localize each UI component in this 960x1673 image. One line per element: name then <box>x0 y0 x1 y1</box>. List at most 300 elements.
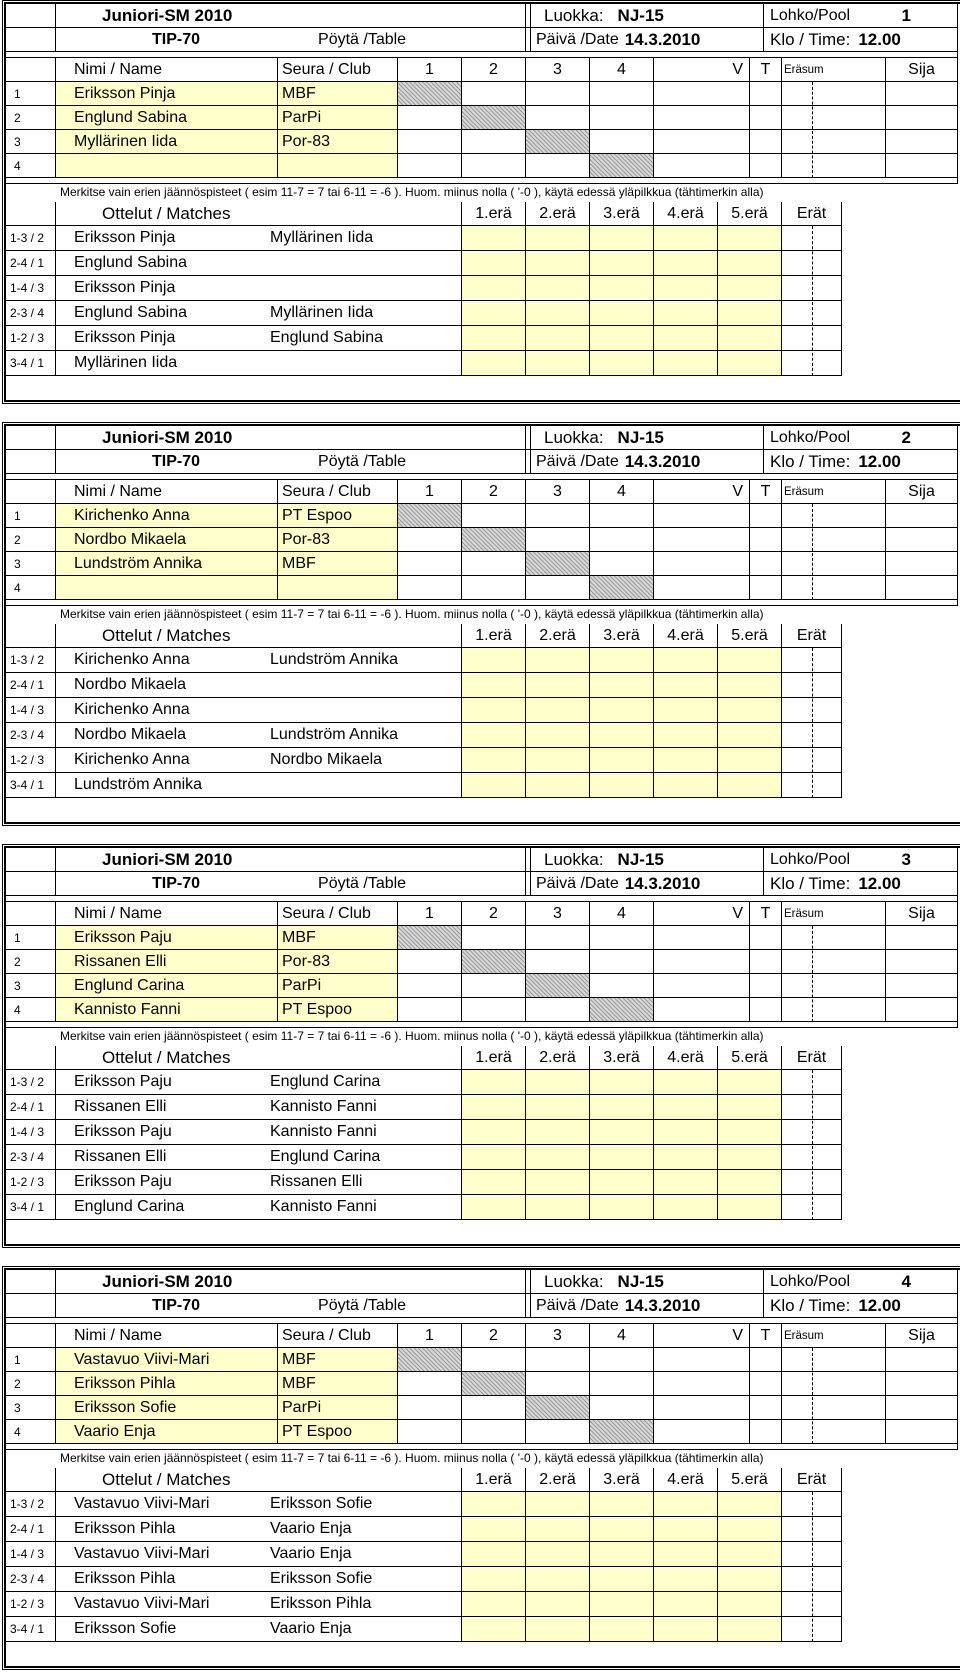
result-cell[interactable] <box>398 1396 462 1420</box>
set-score-cell[interactable] <box>526 251 590 276</box>
set-score-cell[interactable] <box>654 1517 718 1542</box>
player-club[interactable]: MBF <box>278 82 398 106</box>
set-score-cell[interactable] <box>654 673 718 698</box>
set-score-cell[interactable] <box>654 1170 718 1195</box>
result-cell[interactable] <box>526 106 590 130</box>
time-value: 12.00 <box>858 873 901 893</box>
set-header: 2.erä <box>526 1468 590 1492</box>
player-name[interactable] <box>56 154 278 178</box>
table-label: Pöytä /Table <box>318 452 407 470</box>
losses-cell[interactable] <box>750 576 782 600</box>
set-score-cell[interactable] <box>654 1145 718 1170</box>
set-score-cell[interactable] <box>526 326 590 351</box>
set-sum-cell[interactable] <box>782 950 886 974</box>
set-score-cell[interactable] <box>526 351 590 376</box>
result-cell[interactable] <box>590 950 654 974</box>
result-cell[interactable] <box>462 926 526 950</box>
set-sum-cell[interactable] <box>782 130 886 154</box>
wins-cell[interactable] <box>654 576 750 600</box>
set-sum-cell[interactable] <box>782 1372 886 1396</box>
losses-cell[interactable] <box>750 1372 782 1396</box>
player-name[interactable]: Vastavuo Viivi-Mari <box>56 1348 278 1372</box>
result-cell[interactable] <box>398 528 462 552</box>
place-cell[interactable] <box>886 82 958 106</box>
place-cell[interactable] <box>886 1420 958 1444</box>
match-code: 2-4 / 1 <box>6 673 56 698</box>
set-sum-cell[interactable] <box>782 1396 886 1420</box>
set-score-cell[interactable] <box>526 276 590 301</box>
player-name[interactable]: Kannisto Fanni <box>56 998 278 1022</box>
place-cell[interactable] <box>886 528 958 552</box>
player-name[interactable]: Lundström Annika <box>56 552 278 576</box>
player-club[interactable] <box>278 154 398 178</box>
set-score-cell[interactable] <box>590 748 654 773</box>
player-club[interactable]: ParPi <box>278 106 398 130</box>
set-header: 2.erä <box>526 1046 590 1070</box>
set-score-cell[interactable] <box>654 301 718 326</box>
player-club[interactable]: ParPi <box>278 974 398 998</box>
result-cell[interactable] <box>526 926 590 950</box>
matches-header: Ottelut / Matches <box>56 1046 462 1070</box>
set-score-cell[interactable] <box>654 251 718 276</box>
set-score-cell[interactable] <box>654 748 718 773</box>
wins-cell[interactable] <box>654 552 750 576</box>
set-score-cell[interactable] <box>654 723 718 748</box>
result-cell[interactable] <box>526 154 590 178</box>
set-score-cell[interactable] <box>590 773 654 798</box>
result-cell[interactable] <box>462 1396 526 1420</box>
set-score-cell[interactable] <box>462 1567 526 1592</box>
set-score-cell[interactable] <box>654 1492 718 1517</box>
set-score-cell[interactable] <box>654 698 718 723</box>
result-cell[interactable] <box>526 528 590 552</box>
set-score-cell[interactable] <box>462 673 526 698</box>
set-score-cell[interactable] <box>526 1170 590 1195</box>
player-club[interactable]: ParPi <box>278 1396 398 1420</box>
result-cell[interactable] <box>590 82 654 106</box>
set-score-cell[interactable] <box>654 326 718 351</box>
set-score-cell[interactable] <box>718 1095 782 1120</box>
set-score-cell[interactable] <box>590 326 654 351</box>
result-cell[interactable] <box>590 106 654 130</box>
result-cell[interactable] <box>398 1372 462 1396</box>
set-score-cell[interactable] <box>526 1567 590 1592</box>
result-cell[interactable] <box>526 576 590 600</box>
set-score-cell[interactable] <box>462 748 526 773</box>
opponent-col-header: 3 <box>526 902 590 926</box>
wins-cell[interactable] <box>654 1372 750 1396</box>
player-name[interactable]: Rissanen Elli <box>56 950 278 974</box>
result-cell[interactable] <box>590 1348 654 1372</box>
set-sum-cell[interactable] <box>782 154 886 178</box>
wins-cell[interactable] <box>654 1348 750 1372</box>
set-score-cell[interactable] <box>462 1617 526 1642</box>
set-score-cell[interactable] <box>718 723 782 748</box>
set-sum-cell[interactable] <box>782 552 886 576</box>
player-name[interactable]: Nordbo Mikaela <box>56 528 278 552</box>
place-cell[interactable] <box>886 1396 958 1420</box>
opponent-col-header: 3 <box>526 58 590 82</box>
match-player-1: Myllärinen Iida <box>56 351 266 376</box>
set-score-cell[interactable] <box>526 723 590 748</box>
set-sum-cell[interactable] <box>782 82 886 106</box>
wins-cell[interactable] <box>654 82 750 106</box>
result-cell[interactable] <box>462 1420 526 1444</box>
opponent-col-header: 2 <box>462 1324 526 1348</box>
set-score-cell[interactable] <box>462 1095 526 1120</box>
set-score-cell[interactable] <box>718 1517 782 1542</box>
set-score-cell[interactable] <box>718 351 782 376</box>
result-cell[interactable] <box>526 504 590 528</box>
set-score-cell[interactable] <box>526 301 590 326</box>
set-score-cell[interactable] <box>718 748 782 773</box>
losses-cell[interactable] <box>750 950 782 974</box>
set-sum-cell[interactable] <box>782 998 886 1022</box>
set-score-cell[interactable] <box>654 351 718 376</box>
set-score-cell[interactable] <box>590 1517 654 1542</box>
result-cell[interactable] <box>462 998 526 1022</box>
set-score-cell[interactable] <box>590 1195 654 1220</box>
place-cell[interactable] <box>886 1372 958 1396</box>
result-cell[interactable] <box>526 82 590 106</box>
set-score-cell[interactable] <box>718 773 782 798</box>
result-cell[interactable] <box>590 974 654 998</box>
set-sum-cell[interactable] <box>782 576 886 600</box>
result-cell[interactable] <box>590 926 654 950</box>
player-name[interactable]: Myllärinen Iida <box>56 130 278 154</box>
set-score-cell[interactable] <box>526 1145 590 1170</box>
set-score-cell[interactable] <box>718 1492 782 1517</box>
date-cell <box>530 872 764 896</box>
set-score-cell[interactable] <box>462 276 526 301</box>
place-cell[interactable] <box>886 154 958 178</box>
set-score-cell[interactable] <box>526 1120 590 1145</box>
set-score-cell[interactable] <box>718 1567 782 1592</box>
set-score-cell[interactable] <box>526 648 590 673</box>
set-score-cell[interactable] <box>590 1542 654 1567</box>
player-name[interactable]: Kirichenko Anna <box>56 504 278 528</box>
set-score-cell[interactable] <box>462 1542 526 1567</box>
set-score-cell[interactable] <box>654 1542 718 1567</box>
set-score-cell[interactable] <box>462 773 526 798</box>
place-cell[interactable] <box>886 926 958 950</box>
set-score-cell[interactable] <box>590 1567 654 1592</box>
set-sum-cell[interactable] <box>782 106 886 130</box>
table-id: TIP-70 <box>152 874 201 892</box>
set-sum-cell[interactable] <box>782 1348 886 1372</box>
result-cell[interactable] <box>526 1348 590 1372</box>
result-cell[interactable] <box>398 130 462 154</box>
instruction-note: Merkitse vain erien jäännöspisteet ( esim 11-7 = 7 tai 6-11 = -6 ). Huom. miinus nolla ( '-0 ), käytä edessä yläpilkkua (tähtimerkin alla) <box>60 185 764 199</box>
result-cell[interactable] <box>526 998 590 1022</box>
result-cell[interactable] <box>398 106 462 130</box>
club-header: Seura / Club <box>278 902 398 926</box>
set-score-cell[interactable] <box>590 1145 654 1170</box>
set-score-cell[interactable] <box>526 773 590 798</box>
set-score-cell[interactable] <box>718 251 782 276</box>
set-score-cell[interactable] <box>590 723 654 748</box>
set-score-cell[interactable] <box>654 1567 718 1592</box>
wins-cell[interactable] <box>654 998 750 1022</box>
table-label: Pöytä /Table <box>318 874 407 892</box>
result-cell[interactable] <box>398 576 462 600</box>
losses-cell[interactable] <box>750 552 782 576</box>
player-club[interactable]: PT Espoo <box>278 504 398 528</box>
wins-cell[interactable] <box>654 1396 750 1420</box>
set-score-cell[interactable] <box>654 1120 718 1145</box>
set-score-cell[interactable] <box>590 1120 654 1145</box>
set-score-cell[interactable] <box>462 326 526 351</box>
player-club[interactable]: MBF <box>278 552 398 576</box>
set-sum-cell[interactable] <box>782 1420 886 1444</box>
losses-cell[interactable] <box>750 82 782 106</box>
wins-cell[interactable] <box>654 950 750 974</box>
result-cell[interactable] <box>462 82 526 106</box>
player-name[interactable]: Englund Carina <box>56 974 278 998</box>
wins-cell[interactable] <box>654 504 750 528</box>
place-cell[interactable] <box>886 504 958 528</box>
set-score-cell[interactable] <box>462 301 526 326</box>
place-cell[interactable] <box>886 1348 958 1372</box>
place-cell[interactable] <box>886 998 958 1022</box>
losses-cell[interactable] <box>750 1420 782 1444</box>
result-cell[interactable] <box>590 552 654 576</box>
result-cell[interactable] <box>590 1396 654 1420</box>
set-score-cell[interactable] <box>718 698 782 723</box>
set-score-cell[interactable] <box>654 1095 718 1120</box>
set-score-cell[interactable] <box>654 1195 718 1220</box>
set-sum-cell[interactable] <box>782 528 886 552</box>
set-score-cell[interactable] <box>462 1145 526 1170</box>
place-cell[interactable] <box>886 576 958 600</box>
losses-cell[interactable] <box>750 130 782 154</box>
set-score-cell[interactable] <box>718 1195 782 1220</box>
pool-number: 2 <box>901 427 911 447</box>
set-score-cell[interactable] <box>462 1070 526 1095</box>
place-cell[interactable] <box>886 974 958 998</box>
set-score-cell[interactable] <box>654 226 718 251</box>
result-cell[interactable] <box>462 1348 526 1372</box>
set-score-cell[interactable] <box>718 673 782 698</box>
set-score-cell[interactable] <box>526 1195 590 1220</box>
result-cell[interactable] <box>462 504 526 528</box>
match-player-2: Eriksson Sofie <box>266 1567 462 1592</box>
match-player-2: Kannisto Fanni <box>266 1095 462 1120</box>
losses-cell[interactable] <box>750 974 782 998</box>
set-score-cell[interactable] <box>526 1095 590 1120</box>
set-sum-cell[interactable] <box>782 926 886 950</box>
wins-cell[interactable] <box>654 528 750 552</box>
player-club[interactable]: PT Espoo <box>278 1420 398 1444</box>
set-score-cell[interactable] <box>462 251 526 276</box>
set-score-cell[interactable] <box>526 698 590 723</box>
place-cell[interactable] <box>886 130 958 154</box>
match-player-1: Nordbo Mikaela <box>56 673 266 698</box>
set-score-cell[interactable] <box>654 276 718 301</box>
result-cell[interactable] <box>462 974 526 998</box>
set-sum-cell[interactable] <box>782 974 886 998</box>
set-score-cell[interactable] <box>718 648 782 673</box>
result-cell[interactable] <box>462 552 526 576</box>
result-cell[interactable] <box>462 130 526 154</box>
losses-cell[interactable] <box>750 504 782 528</box>
match-code: 2-4 / 1 <box>6 1517 56 1542</box>
set-score-cell[interactable] <box>718 226 782 251</box>
player-name[interactable]: Vaario Enja <box>56 1420 278 1444</box>
set-score-cell[interactable] <box>526 1492 590 1517</box>
result-cell[interactable] <box>398 154 462 178</box>
set-score-cell[interactable] <box>526 673 590 698</box>
result-cell[interactable] <box>590 528 654 552</box>
result-cell[interactable] <box>526 1372 590 1396</box>
wins-cell[interactable] <box>654 926 750 950</box>
wins-cell[interactable] <box>654 154 750 178</box>
result-cell[interactable] <box>398 552 462 576</box>
set-score-cell[interactable] <box>462 1120 526 1145</box>
set-score-cell[interactable] <box>654 773 718 798</box>
set-score-cell[interactable] <box>590 251 654 276</box>
result-cell[interactable] <box>398 1420 462 1444</box>
player-club[interactable]: Por-83 <box>278 130 398 154</box>
set-score-cell[interactable] <box>526 226 590 251</box>
result-cell[interactable] <box>462 576 526 600</box>
losses-cell[interactable] <box>750 528 782 552</box>
set-score-cell[interactable] <box>590 351 654 376</box>
set-score-cell[interactable] <box>590 226 654 251</box>
set-score-cell[interactable] <box>590 276 654 301</box>
player-name[interactable]: Eriksson Pinja <box>56 82 278 106</box>
sets-divider <box>812 648 813 798</box>
player-name[interactable]: Eriksson Pihla <box>56 1372 278 1396</box>
set-score-cell[interactable] <box>526 1070 590 1095</box>
date-cell <box>530 450 764 474</box>
set-score-cell[interactable] <box>462 226 526 251</box>
set-score-cell[interactable] <box>590 1070 654 1095</box>
set-score-cell[interactable] <box>590 698 654 723</box>
set-score-cell[interactable] <box>462 648 526 673</box>
result-cell[interactable] <box>398 998 462 1022</box>
losses-cell[interactable] <box>750 1396 782 1420</box>
set-score-cell[interactable] <box>462 351 526 376</box>
set-score-cell[interactable] <box>590 1492 654 1517</box>
result-cell[interactable] <box>398 950 462 974</box>
place-cell[interactable] <box>886 552 958 576</box>
blank-cell <box>6 480 56 504</box>
losses-cell[interactable] <box>750 1348 782 1372</box>
set-score-cell[interactable] <box>590 648 654 673</box>
set-score-cell[interactable] <box>654 1592 718 1617</box>
player-name[interactable]: Englund Sabina <box>56 106 278 130</box>
player-name[interactable]: Eriksson Paju <box>56 926 278 950</box>
result-cell[interactable] <box>462 154 526 178</box>
set-score-cell[interactable] <box>590 1095 654 1120</box>
set-score-cell[interactable] <box>462 1195 526 1220</box>
player-club[interactable]: MBF <box>278 926 398 950</box>
player-club[interactable]: Por-83 <box>278 528 398 552</box>
set-score-cell[interactable] <box>718 1070 782 1095</box>
set-score-cell[interactable] <box>718 326 782 351</box>
wins-cell[interactable] <box>654 130 750 154</box>
losses-cell[interactable] <box>750 926 782 950</box>
set-score-cell[interactable] <box>718 1120 782 1145</box>
set-score-cell[interactable] <box>718 1145 782 1170</box>
pool-cell <box>764 848 958 872</box>
set-score-cell[interactable] <box>526 1617 590 1642</box>
player-name[interactable]: Eriksson Sofie <box>56 1396 278 1420</box>
result-cell[interactable] <box>590 1372 654 1396</box>
player-name[interactable] <box>56 576 278 600</box>
table-cell <box>56 450 526 474</box>
result-cell[interactable] <box>590 504 654 528</box>
blank-cell <box>6 202 56 226</box>
player-club[interactable]: MBF <box>278 1372 398 1396</box>
set-sum-divider <box>812 82 813 178</box>
set-score-cell[interactable] <box>590 1617 654 1642</box>
set-score-cell[interactable] <box>718 1542 782 1567</box>
set-score-cell[interactable] <box>590 1592 654 1617</box>
match-player-1: Kirichenko Anna <box>56 698 266 723</box>
set-score-cell[interactable] <box>526 1542 590 1567</box>
player-club[interactable]: Por-83 <box>278 950 398 974</box>
set-score-cell[interactable] <box>718 1617 782 1642</box>
set-score-cell[interactable] <box>526 748 590 773</box>
result-cell[interactable] <box>526 950 590 974</box>
set-score-cell[interactable] <box>462 723 526 748</box>
set-score-cell[interactable] <box>718 301 782 326</box>
match-code: 1-4 / 3 <box>6 698 56 723</box>
set-score-cell[interactable] <box>462 1170 526 1195</box>
player-club[interactable]: PT Espoo <box>278 998 398 1022</box>
set-score-cell[interactable] <box>462 1517 526 1542</box>
player-club[interactable]: MBF <box>278 1348 398 1372</box>
pool-cell <box>764 426 958 450</box>
result-cell[interactable] <box>398 974 462 998</box>
match-player-2: Nordbo Mikaela <box>266 748 462 773</box>
player-number: 3 <box>6 1396 56 1420</box>
set-score-cell[interactable] <box>654 1617 718 1642</box>
result-cell[interactable] <box>590 130 654 154</box>
set-score-cell[interactable] <box>654 648 718 673</box>
pool-label: Lohko/Pool <box>770 6 851 24</box>
wins-cell[interactable] <box>654 1420 750 1444</box>
player-club[interactable] <box>278 576 398 600</box>
set-score-cell[interactable] <box>462 1492 526 1517</box>
set-score-cell[interactable] <box>526 1517 590 1542</box>
set-score-cell[interactable] <box>590 301 654 326</box>
losses-cell[interactable] <box>750 998 782 1022</box>
opponent-col-header: 2 <box>462 902 526 926</box>
set-score-cell[interactable] <box>590 1170 654 1195</box>
place-cell[interactable] <box>886 950 958 974</box>
set-score-cell[interactable] <box>590 673 654 698</box>
losses-cell[interactable] <box>750 154 782 178</box>
set-score-cell[interactable] <box>718 276 782 301</box>
set-score-cell[interactable] <box>462 1592 526 1617</box>
set-sum-divider <box>812 504 813 600</box>
set-score-cell[interactable] <box>718 1170 782 1195</box>
set-score-cell[interactable] <box>654 1070 718 1095</box>
losses-cell[interactable] <box>750 106 782 130</box>
wins-cell[interactable] <box>654 974 750 998</box>
set-sum-cell[interactable] <box>782 504 886 528</box>
place-cell[interactable] <box>886 106 958 130</box>
wins-cell[interactable] <box>654 106 750 130</box>
set-score-cell[interactable] <box>462 698 526 723</box>
result-cell[interactable] <box>526 1420 590 1444</box>
club-header: Seura / Club <box>278 1324 398 1348</box>
set-score-cell[interactable] <box>526 1592 590 1617</box>
set-score-cell[interactable] <box>718 1592 782 1617</box>
